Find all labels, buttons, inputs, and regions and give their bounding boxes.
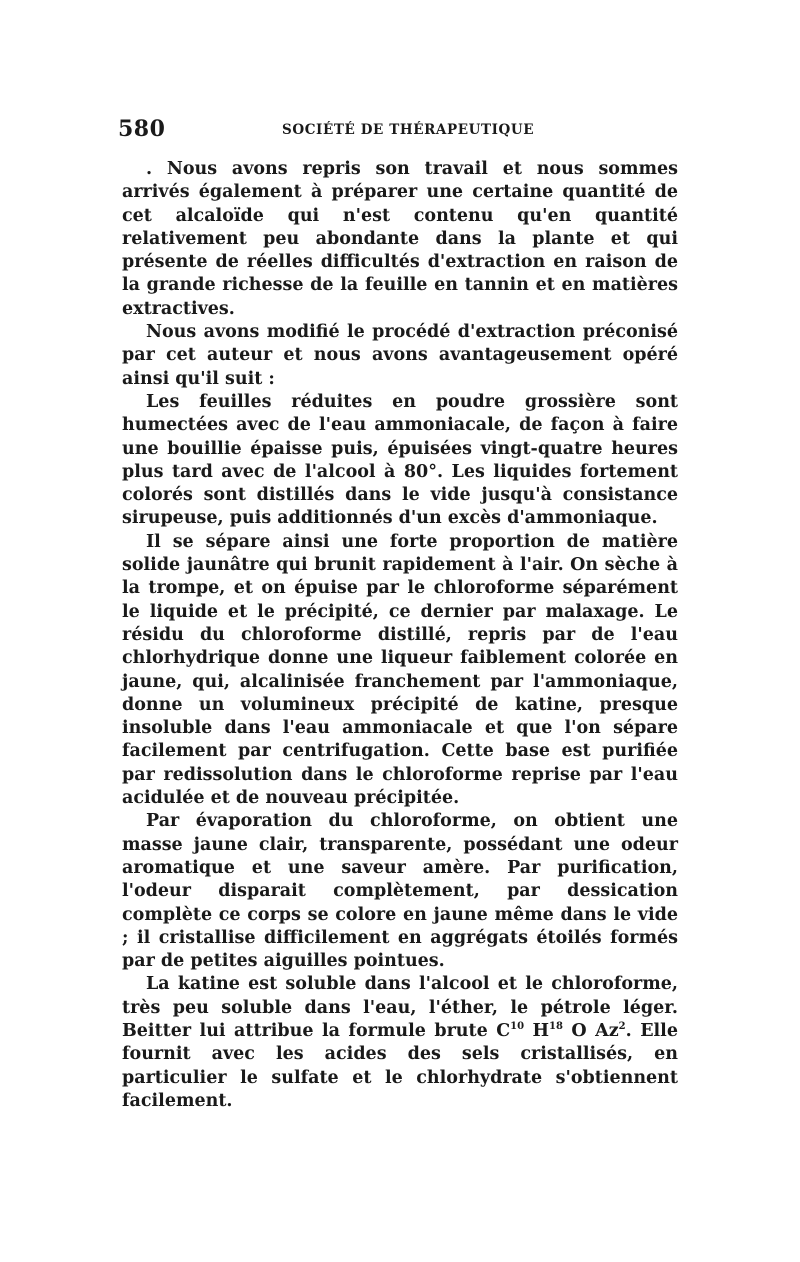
formula-superscript-nitrogen: 2 [618, 1021, 626, 1033]
paragraph-3: Les feuilles réduites en poudre grossière sont humectées avec de l'eau ammoniacale, de façon à faire une bouillie épaisse puis, épuisées vingt-quatre heures plus tard avec de l'alcool à 80°. Les liquides fortement colorés sont distillés dans le vide jusqu'à consistance sirupeuse, puis additionnés d'un excès d'ammoniaque. [122, 391, 678, 529]
formula-superscript-carbon: 10 [510, 1021, 525, 1033]
formula-superscript-hydrogen: 18 [549, 1021, 563, 1033]
formula-text-h: H [524, 1020, 550, 1041]
paragraph-6-text-after-formula: . Elle fournit avec les acides des sels cristallisés, en particulier le sulfate et le chlorhydrate s'obtiennent facilement. [122, 1020, 678, 1111]
journal-title: SOCIÉTÉ DE THÉRAPEUTIQUE [282, 122, 535, 138]
formula-text-o-az: O Az [562, 1020, 619, 1041]
paragraph-6-text-before-formula: La katine est soluble dans l'alcool et le chloroforme, très peu soluble dans l'eau, l'éther, le pétrole léger. Beitter lui attribue la formule brute C [122, 974, 678, 1041]
document-page [118, 116, 678, 1113]
page-number: 580 [118, 116, 166, 142]
paragraph-5: Par évaporation du chloroforme, on obtient une masse jaune clair, transparente, possédant une odeur aromatique et une saveur amère. Par purification, l'odeur disparait complètement, par dessication complète ce corps se colore en jaune même dans le vide ; il cristallise difficilement en aggrégats étoilés formés par de petites aiguilles pointues. [122, 811, 678, 972]
paragraph-1: . Nous avons repris son travail et nous sommes arrivés également à préparer une certaine quantité de cet alcaloïde qui n'est contenu qu'en quantité relativement peu abondante dans la plante et qui présente de réelles difficultés d'extraction en raison de la grande richesse de la feuille en tannin et en matières extractives. [122, 159, 678, 319]
paragraph-6 [122, 973, 678, 1113]
running-header [118, 116, 678, 150]
body-text [122, 158, 678, 1113]
paragraph-2: Nous avons modifié le procédé d'extraction préconisé par cet auteur et nous avons avantageusement opéré ainsi qu'il suit : [122, 322, 678, 389]
paragraph-4: Il se sépare ainsi une forte proportion de matière solide jaunâtre qui brunit rapidement à l'air. On sèche à la trompe, et on épuise par le chloroforme séparément le liquide et le précipité, ce dernier par malaxage. Le résidu du chloroforme distillé, repris par de l'eau chlorhydrique donne une liqueur faiblement colorée en jaune, qui, alcalinisée franchement par l'ammoniaque, donne un volumineux précipité de katine, presque insoluble dans l'eau ammoniacale et que l'on sépare facilement par centrifugation. Cette base est purifiée par redissolution dans le chloroforme reprise par l'eau acidulée et de nouveau précipitée. [122, 531, 678, 809]
